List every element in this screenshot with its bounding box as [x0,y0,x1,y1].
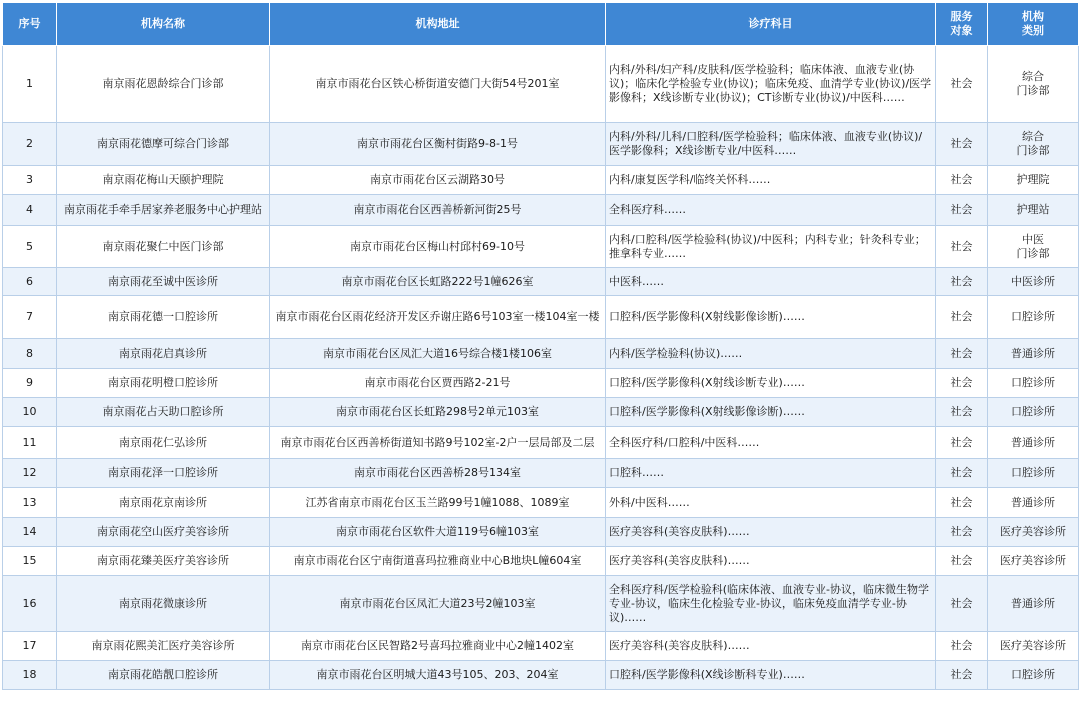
cell-address: 江苏省南京市雨花台区玉兰路99号1幢1088、1089室 [270,488,606,518]
header-departments: 诊疗科目 [606,3,936,46]
cell-target: 社会 [936,547,988,576]
cell-target: 社会 [936,488,988,518]
cell-departments: 内科/医学检验科(协议)…… [606,339,936,369]
cell-name: 南京雨花启真诊所 [57,339,270,369]
cell-target: 社会 [936,296,988,339]
cell-category: 医疗美容诊所 [988,518,1079,547]
cell-target: 社会 [936,339,988,369]
header-address: 机构地址 [270,3,606,46]
cell-target: 社会 [936,195,988,226]
cell-no: 18 [3,661,57,690]
cell-category: 中医 门诊部 [988,226,1079,268]
cell-address: 南京市雨花台区西善桥新河街25号 [270,195,606,226]
cell-departments: 口腔科/医学影像科(X射线影像诊断)…… [606,398,936,427]
table-row [3,459,1079,488]
table-row [3,661,1079,690]
cell-category: 口腔诊所 [988,296,1079,339]
cell-target: 社会 [936,166,988,195]
cell-category: 普通诊所 [988,427,1079,459]
header-target: 服务 对象 [936,3,988,46]
cell-departments: 内科/外科/妇产科/皮肤科/医学检验科；临床体液、血液专业(协议)；临床化学检验专业(协议)；临床免疫、血清学专业(协议)/医学影像科；X线诊断专业(协议)；CT诊断专业(协议)/中医科…… [606,46,936,123]
cell-category: 口腔诊所 [988,459,1079,488]
cell-address: 南京市雨花台区雨花经济开发区乔谢庄路6号103室一楼104室一楼 [270,296,606,339]
cell-target: 社会 [936,518,988,547]
table-row [3,632,1079,661]
cell-name: 南京雨花占天助口腔诊所 [57,398,270,427]
cell-target: 社会 [936,268,988,296]
table-row [3,195,1079,226]
cell-name: 南京雨花德摩可综合门诊部 [57,123,270,166]
cell-departments: 全科医疗科/医学检验科(临床体液、血液专业-协议，临床微生物学专业-协议，临床生化检验专业-协议，临床免疫血清学专业-协议)…… [606,576,936,632]
cell-category: 普通诊所 [988,576,1079,632]
table-row [3,518,1079,547]
cell-no: 16 [3,576,57,632]
cell-category: 医疗美容诊所 [988,547,1079,576]
cell-name: 南京雨花至诚中医诊所 [57,268,270,296]
cell-name: 南京雨花聚仁中医门诊部 [57,226,270,268]
header-category: 机构 类别 [988,3,1079,46]
cell-no: 8 [3,339,57,369]
cell-name: 南京雨花京南诊所 [57,488,270,518]
cell-category: 护理站 [988,195,1079,226]
cell-name: 南京雨花臻美医疗美容诊所 [57,547,270,576]
cell-target: 社会 [936,459,988,488]
table-row [3,339,1079,369]
cell-address: 南京市雨花台区梅山村邱村69-10号 [270,226,606,268]
cell-target: 社会 [936,576,988,632]
cell-category: 综合 门诊部 [988,123,1079,166]
cell-no: 6 [3,268,57,296]
cell-address: 南京市雨花台区贾西路2-21号 [270,369,606,398]
cell-no: 2 [3,123,57,166]
cell-address: 南京市雨花台区民智路2号喜玛拉雅商业中心2幢1402室 [270,632,606,661]
cell-departments: 内科/康复医学科/临终关怀科…… [606,166,936,195]
cell-category: 口腔诊所 [988,661,1079,690]
cell-target: 社会 [936,46,988,123]
cell-target: 社会 [936,427,988,459]
cell-name: 南京雨花皓靓口腔诊所 [57,661,270,690]
cell-target: 社会 [936,632,988,661]
table-row [3,123,1079,166]
cell-address: 南京市雨花台区软件大道119号6幢103室 [270,518,606,547]
cell-no: 1 [3,46,57,123]
cell-category: 护理院 [988,166,1079,195]
cell-target: 社会 [936,369,988,398]
table-row [3,427,1079,459]
header-row [3,3,1079,46]
cell-name: 南京雨花泽一口腔诊所 [57,459,270,488]
cell-name: 南京雨花熙美汇医疗美容诊所 [57,632,270,661]
table-row [3,576,1079,632]
table-row [3,398,1079,427]
cell-category: 口腔诊所 [988,369,1079,398]
cell-no: 5 [3,226,57,268]
cell-target: 社会 [936,398,988,427]
cell-departments: 口腔科/医学影像科(X射线诊断专业)…… [606,369,936,398]
cell-departments: 医疗美容科(美容皮肤科)…… [606,632,936,661]
table-row [3,488,1079,518]
table-row [3,268,1079,296]
cell-departments: 医疗美容科(美容皮肤科)…… [606,547,936,576]
cell-departments: 内科/外科/儿科/口腔科/医学检验科；临床体液、血液专业(协议)/医学影像科；X线诊断专业/中医科…… [606,123,936,166]
cell-name: 南京雨花仁弘诊所 [57,427,270,459]
cell-departments: 医疗美容科(美容皮肤科)…… [606,518,936,547]
cell-address: 南京市雨花台区凤汇大道23号2幢103室 [270,576,606,632]
cell-category: 普通诊所 [988,339,1079,369]
table-row [3,226,1079,268]
cell-address: 南京市雨花台区长虹路298号2单元103室 [270,398,606,427]
cell-name: 南京雨花空山医疗美容诊所 [57,518,270,547]
cell-no: 4 [3,195,57,226]
cell-address: 南京市雨花台区明城大道43号105、203、204室 [270,661,606,690]
cell-no: 7 [3,296,57,339]
cell-no: 12 [3,459,57,488]
cell-departments: 外科/中医科…… [606,488,936,518]
cell-category: 医疗美容诊所 [988,632,1079,661]
table-row [3,296,1079,339]
cell-address: 南京市雨花台区长虹路222号1幢626室 [270,268,606,296]
cell-address: 南京市雨花台区宁南街道喜玛拉雅商业中心B地块L幢604室 [270,547,606,576]
cell-target: 社会 [936,226,988,268]
clinic-table [2,2,1079,690]
cell-address: 南京市雨花台区衡村街路9-8-1号 [270,123,606,166]
header-name: 机构名称 [57,3,270,46]
cell-name: 南京雨花梅山天颐护理院 [57,166,270,195]
cell-departments: 口腔科…… [606,459,936,488]
cell-target: 社会 [936,123,988,166]
cell-no: 13 [3,488,57,518]
cell-category: 口腔诊所 [988,398,1079,427]
cell-category: 综合 门诊部 [988,46,1079,123]
cell-name: 南京雨花恩龄综合门诊部 [57,46,270,123]
cell-no: 11 [3,427,57,459]
table-row [3,369,1079,398]
cell-departments: 中医科…… [606,268,936,296]
cell-no: 10 [3,398,57,427]
cell-no: 15 [3,547,57,576]
table-row [3,547,1079,576]
cell-no: 3 [3,166,57,195]
cell-name: 南京雨花明橙口腔诊所 [57,369,270,398]
cell-departments: 口腔科/医学影像科(X线诊断科专业)…… [606,661,936,690]
cell-target: 社会 [936,661,988,690]
cell-category: 中医诊所 [988,268,1079,296]
cell-departments: 全科医疗科/口腔科/中医科…… [606,427,936,459]
cell-no: 9 [3,369,57,398]
cell-address: 南京市雨花台区铁心桥街道安德门大街54号201室 [270,46,606,123]
cell-name: 南京雨花手牵手居家养老服务中心护理站 [57,195,270,226]
cell-address: 南京市雨花台区西善桥28号134室 [270,459,606,488]
cell-category: 普通诊所 [988,488,1079,518]
cell-departments: 口腔科/医学影像科(X射线影像诊断)…… [606,296,936,339]
cell-name: 南京雨花微康诊所 [57,576,270,632]
cell-departments: 全科医疗科…… [606,195,936,226]
table-row [3,166,1079,195]
table-row [3,46,1079,123]
cell-name: 南京雨花德一口腔诊所 [57,296,270,339]
cell-no: 17 [3,632,57,661]
cell-address: 南京市雨花台区云湖路30号 [270,166,606,195]
header-no: 序号 [3,3,57,46]
cell-departments: 内科/口腔科/医学检验科(协议)/中医科；内科专业；针灸科专业；推拿科专业…… [606,226,936,268]
cell-address: 南京市雨花台区凤汇大道16号综合楼1楼106室 [270,339,606,369]
cell-no: 14 [3,518,57,547]
cell-address: 南京市雨花台区西善桥街道知书路9号102室-2户一层局部及二层 [270,427,606,459]
